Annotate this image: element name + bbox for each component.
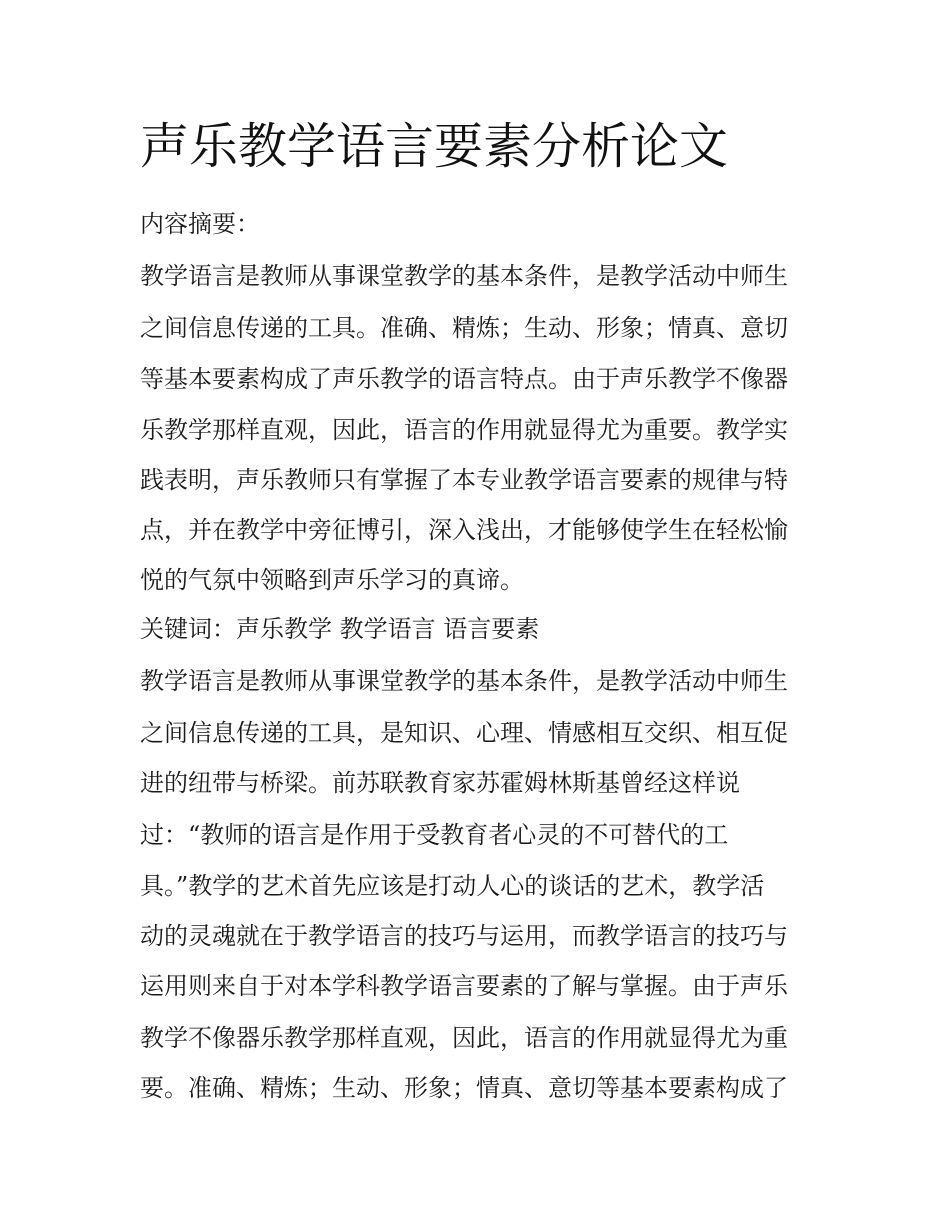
text-line: 等基本要素构成了声乐教学的语言特点。由于声乐教学不像器 (140, 365, 788, 393)
text-line: 要。准确、精炼；生动、形象；情真、意切等基本要素构成了 (140, 1074, 788, 1102)
text-line: 悦的气氛中领略到声乐学习的真谛。 (140, 566, 524, 594)
keywords-line: 关键词：声乐教学 教学语言 语言要素 (140, 615, 540, 643)
text-line: 教学语言是教师从事课堂教学的基本条件，是教学活动中师生 (140, 667, 788, 695)
text-line: 点，并在教学中旁征博引，深入浅出，才能够使学生在轻松愉 (140, 516, 788, 544)
text-line: 乐教学那样直观，因此，语言的作用就显得尤为重要。教学实 (140, 416, 788, 444)
text-line: 过：“教师的语言是作用于受教育者心灵的不可替代的工 (140, 821, 729, 849)
text-line: 动的灵魂就在于教学语言的技巧与运用，而教学语言的技巧与 (140, 922, 788, 950)
text-line: 之间信息传递的工具，是知识、心理、情感相互交织、相互促 (140, 719, 788, 747)
text-line: 进的纽带与桥梁。前苏联教育家苏霍姆林斯基曾经这样说 (140, 769, 740, 797)
text-line: 具。”教学的艺术首先应该是打动人心的谈话的艺术，教学活 (140, 872, 765, 900)
text-line: 运用则来自于对本学科教学语言要素的了解与掌握。由于声乐 (140, 972, 788, 1000)
text-line: 教学不像器乐教学那样直观，因此，语言的作用就显得尤为重 (140, 1024, 788, 1052)
text-line: 践表明，声乐教师只有掌握了本专业教学语言要素的规律与特 (140, 466, 788, 494)
text-line: 之间信息传递的工具。准确、精炼；生动、形象；情真、意切 (140, 314, 788, 342)
text-line: 教学语言是教师从事课堂教学的基本条件，是教学活动中师生 (140, 262, 788, 290)
page-title: 声乐教学语言要素分析论文 (140, 118, 729, 175)
abstract-heading: 内容摘要： (140, 210, 260, 238)
